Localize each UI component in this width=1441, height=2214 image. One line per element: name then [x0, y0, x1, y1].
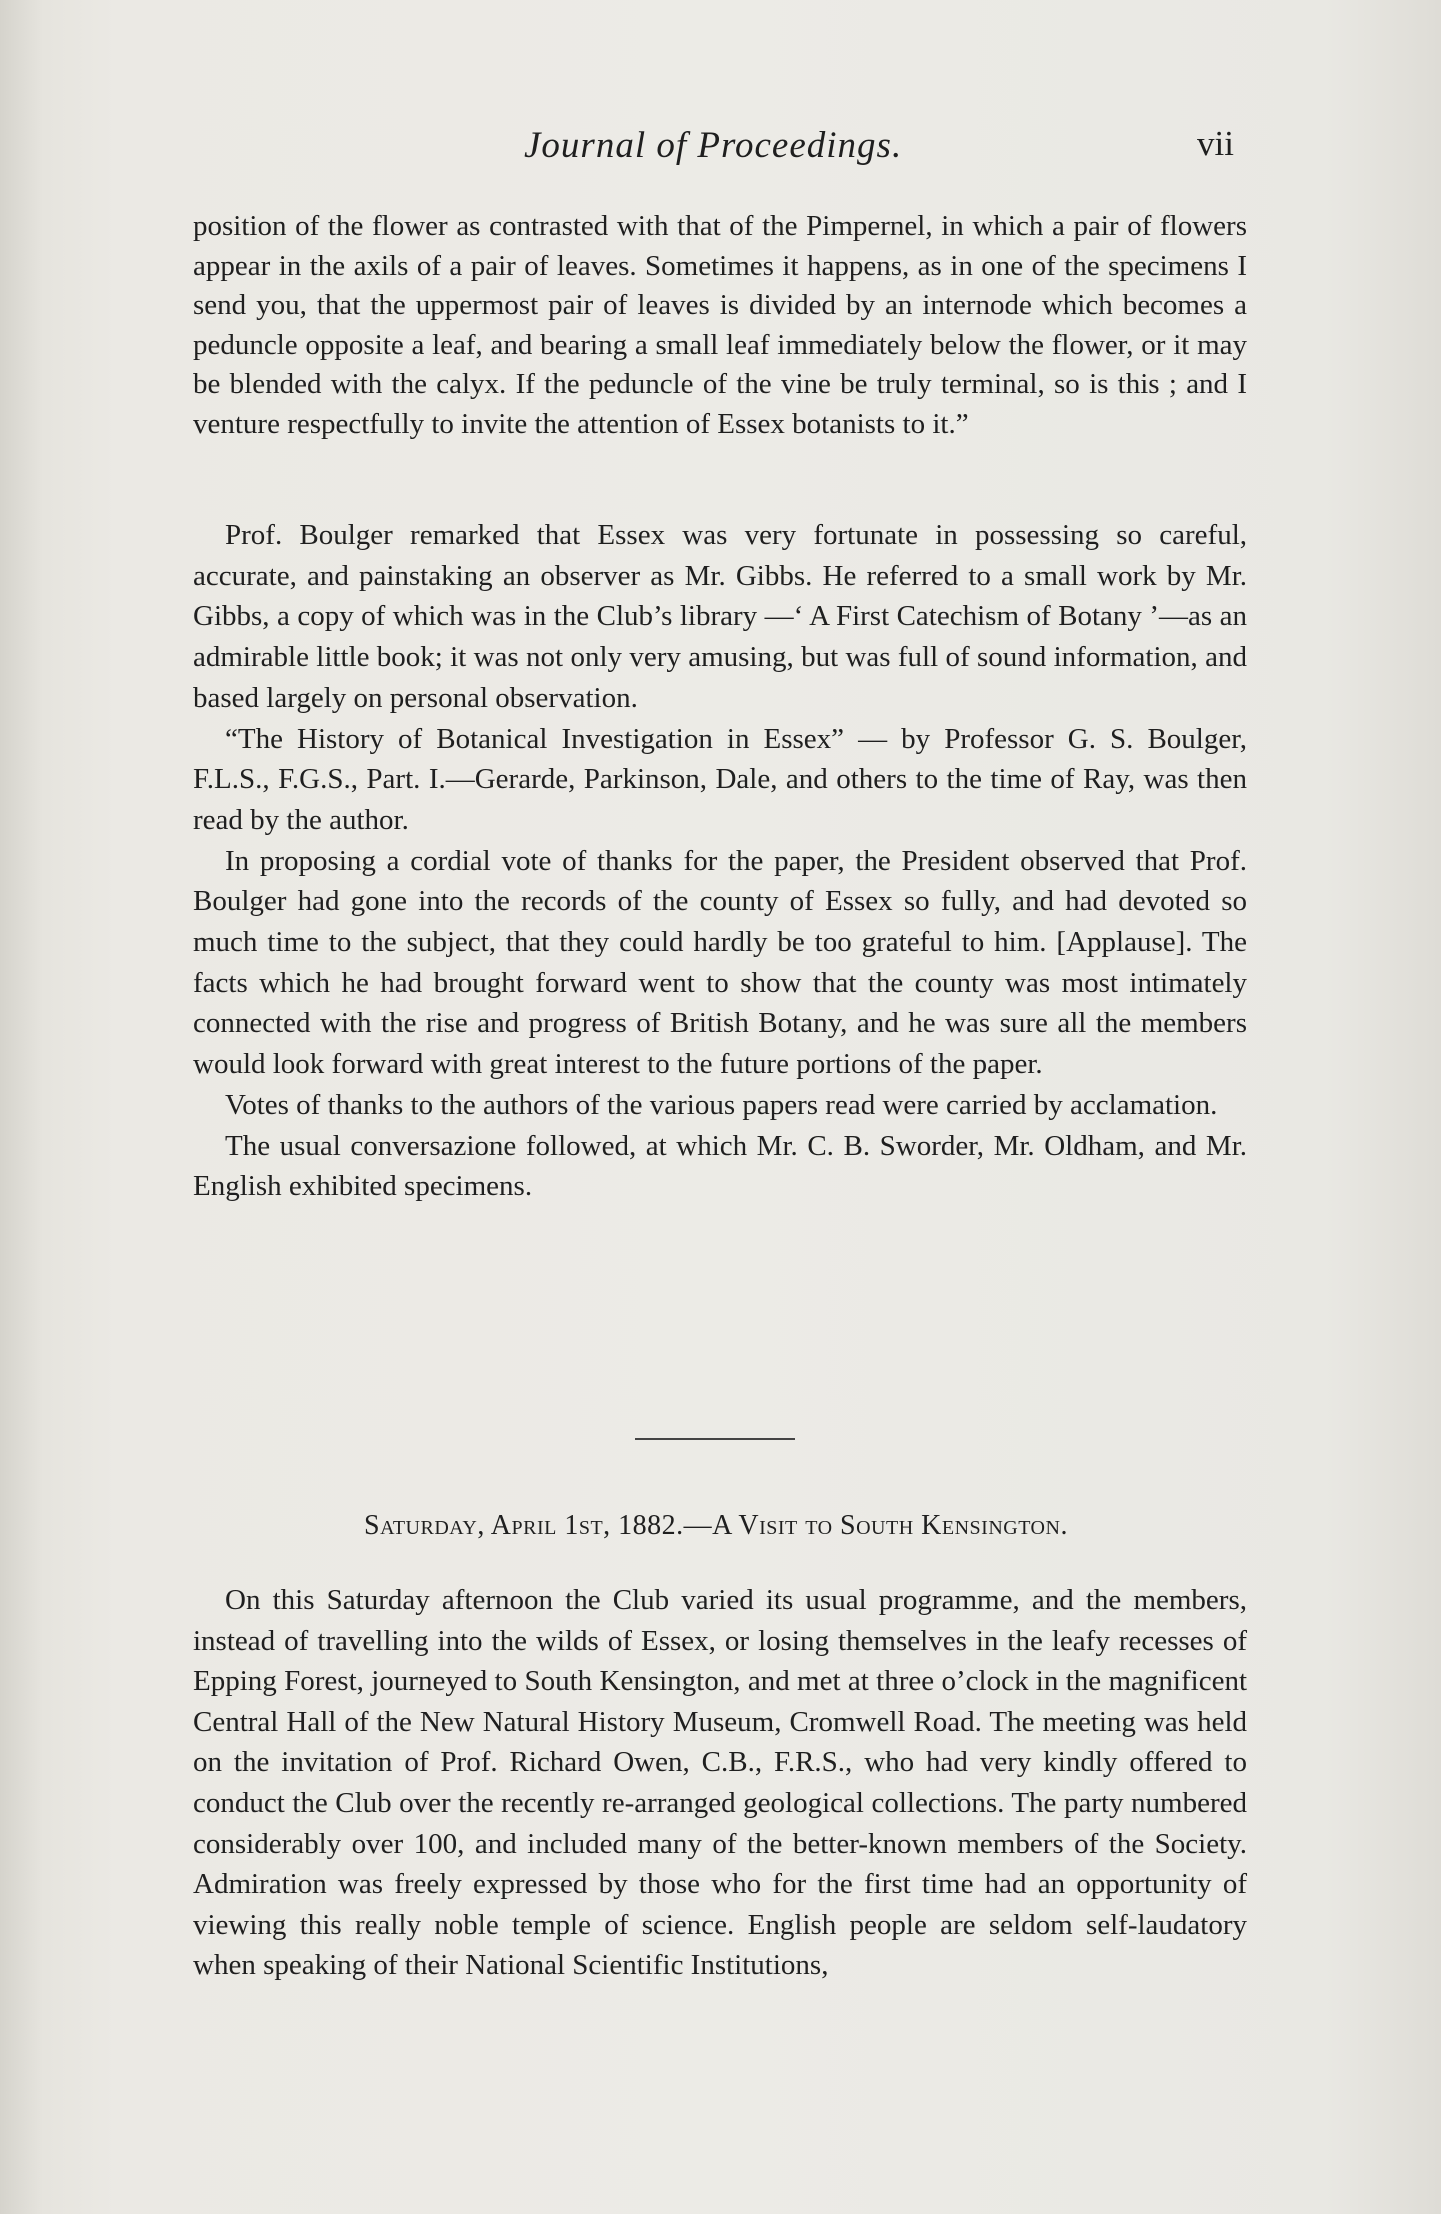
section-divider [635, 1438, 795, 1440]
proceedings-text [193, 515, 1247, 1207]
paragraph: In proposing a cordial vote of thanks for the paper, the President observed that Prof. Boulger had gone into the records of the county of Essex so fully, and had devoted so much time to the subject, that they could hardly be too grateful to him. [Applause]. The facts which he had brought forward went to show that the county was most intimately connected with the rise and progress of British Botany, and he was sure all the members would look forward with great interest to the future portions of the paper. [193, 844, 1247, 1081]
page-number: vii [1197, 124, 1234, 163]
section-body [193, 1580, 1247, 1986]
page-header [186, 124, 1234, 174]
paragraph: Prof. Boulger remarked that Essex was very fortunate in possessing so careful, accurate, and painstaking an observer as Mr. Gibbs. He referred to a small work by Mr. Gibbs, a copy of which was in the Club’s library —‘ A First Catechism of Botany ’—as an admirable little book; it was not only very amusing, but was full of sound information, and based largely on personal observation. [193, 519, 1247, 714]
paragraph: Votes of thanks to the authors of the various papers read were carried by acclamation. [225, 1088, 1218, 1121]
running-head: Journal of Proceedings. [524, 125, 903, 166]
paragraph: position of the flower as contrasted with that of the Pimpernel, in which a pair of flowers appear in the axils of a pair of leaves. Sometimes it happens, as in one of the specimens I send you, that the uppermost pair of leaves is divided by an internode which becomes a peduncle opposite a leaf, and bearing a small leaf immediately below the flower, or it may be blended with the calyx. If the peduncle of the vine be truly terminal, so is this ; and I venture respectfully to invite the attention of Essex botanists to it.” [193, 210, 1247, 440]
continued-quotation [193, 207, 1247, 444]
paragraph: On this Saturday afternoon the Club varied its usual programme, and the members, instead of travelling into the wilds of Essex, or losing themselves in the leafy recesses of Epping Forest, journeyed to South Kensington, and met at three o’clock in the magnificent Central Hall of the New Natural History Museum, Cromwell Road. The meeting was held on the invitation of Prof. Richard Owen, C.B., F.R.S., who had very kindly offered to conduct the Club over the recently re-arranged geological collections. The party numbered considerably over 100, and included many of the better-known members of the Society. Admiration was freely expressed by those who for the first time had an opportunity of viewing this really noble temple of science. English people are seldom self-laudatory when speaking of their National Scientific Institutions, [193, 1584, 1247, 1982]
paragraph: “The History of Botanical Investigation in Essex” — by Professor G. S. Boulger, F.L.S., F.G.S., Part. I.—Gerarde, Parkinson, Dale, and others to the time of Ray, was then read by the author. [193, 722, 1247, 836]
section-heading: Saturday, April 1st, 1882.—A Visit to South Kensington. [364, 1510, 1068, 1541]
paragraph: The usual conversazione followed, at which Mr. C. B. Sworder, Mr. Oldham, and Mr. English exhibited specimens. [193, 1129, 1247, 1203]
